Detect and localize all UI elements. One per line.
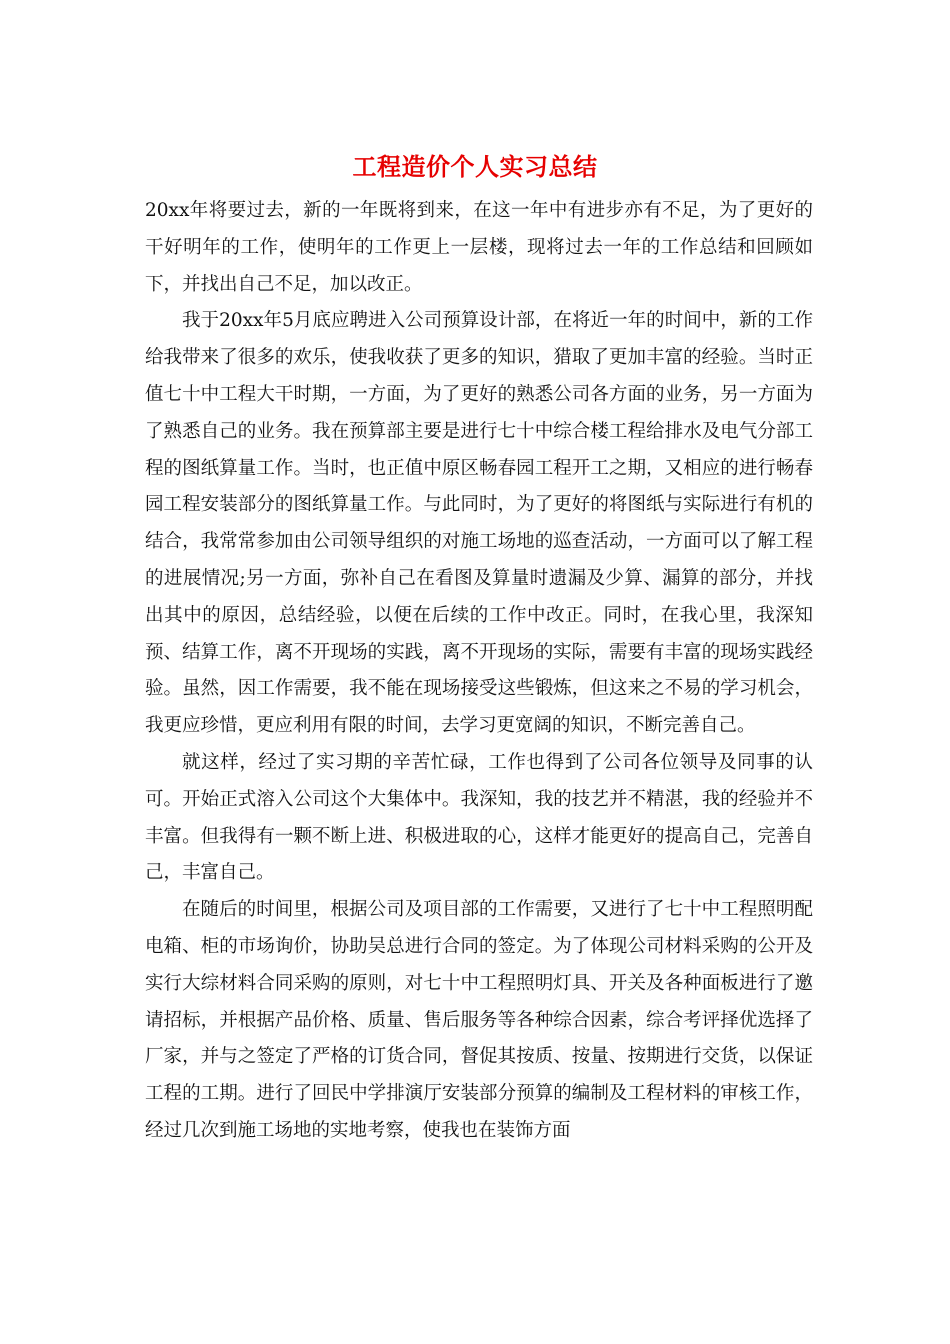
document-body — [145, 193, 813, 1150]
paragraph-1: 20xx年将要过去，新的一年既将到来，在这一年中有进步亦有不足，为了更好的干好明年的工作，使明年的工作更上一层楼，现将过去一年的工作总结和回顾如下，并找出自己不足，加以改正。 — [145, 200, 813, 295]
paragraph-2: 我于20xx年5月底应聘进入公司预算设计部，在将近一年的时间中，新的工作给我带来了很多的欢乐，使我收获了更多的知识，猎取了更加丰富的经验。当时正值七十中工程大干时期，一方面，为了更好的熟悉公司各方面的业务，另一方面为了熟悉自己的业务。我在预算部主要是进行七十中综合楼工程给排水及电气分部工程的图纸算量工作。当时，也正值中原区畅春园工程开工之期，又相应的进行畅春园工程安装部分的图纸算量工作。与此同时，为了更好的将图纸与实际进行有机的结合，我常常参加由公司领导组织的对施工场地的巡查活动，一方面可以了解工程的进展情况;另一方面，弥补自己在看图及算量时遗漏及少算、漏算的部分，并找出其中的原因，总结经验，以便在后续的工作中改正。同时，在我心里，我深知预、结算工作，离不开现场的实践，离不开现场的实际，需要有丰富的现场实践经验。虽然，因工作需要，我不能在现场接受这些锻炼，但这来之不易的学习机会，我更应珍惜，更应利用有限的时间，去学习更宽阔的知识，不断完善自己。 — [145, 310, 813, 737]
paragraph-4: 在随后的时间里，根据公司及项目部的工作需要，又进行了七十中工程照明配电箱、柜的市场询价，协助吴总进行合同的签定。为了体现公司材料采购的公开及实行大综材料合同采购的原则，对七十中工程照明灯具、开关及各种面板进行了邀请招标，并根据产品价格、质量、售后服务等各种综合因素，综合考评择优选择了厂家，并与之签定了严格的订货合同，督促其按质、按量、按期进行交货，以保证工程的工期。进行了回民中学排演厅安装部分预算的编制及工程材料的审核工作，经过几次到施工场地的实地考察，使我也在装饰方面 — [145, 899, 813, 1141]
paragraph-3: 就这样，经过了实习期的辛苦忙碌，工作也得到了公司各位领导及同事的认可。开始正式溶入公司这个大集体中。我深知，我的技艺并不精湛，我的经验并不丰富。但我得有一颗不断上进、积极进取的心，这样才能更好的提高自己，完善自己，丰富自己。 — [145, 751, 813, 884]
document-title: 工程造价个人实习总结 — [352, 152, 598, 181]
